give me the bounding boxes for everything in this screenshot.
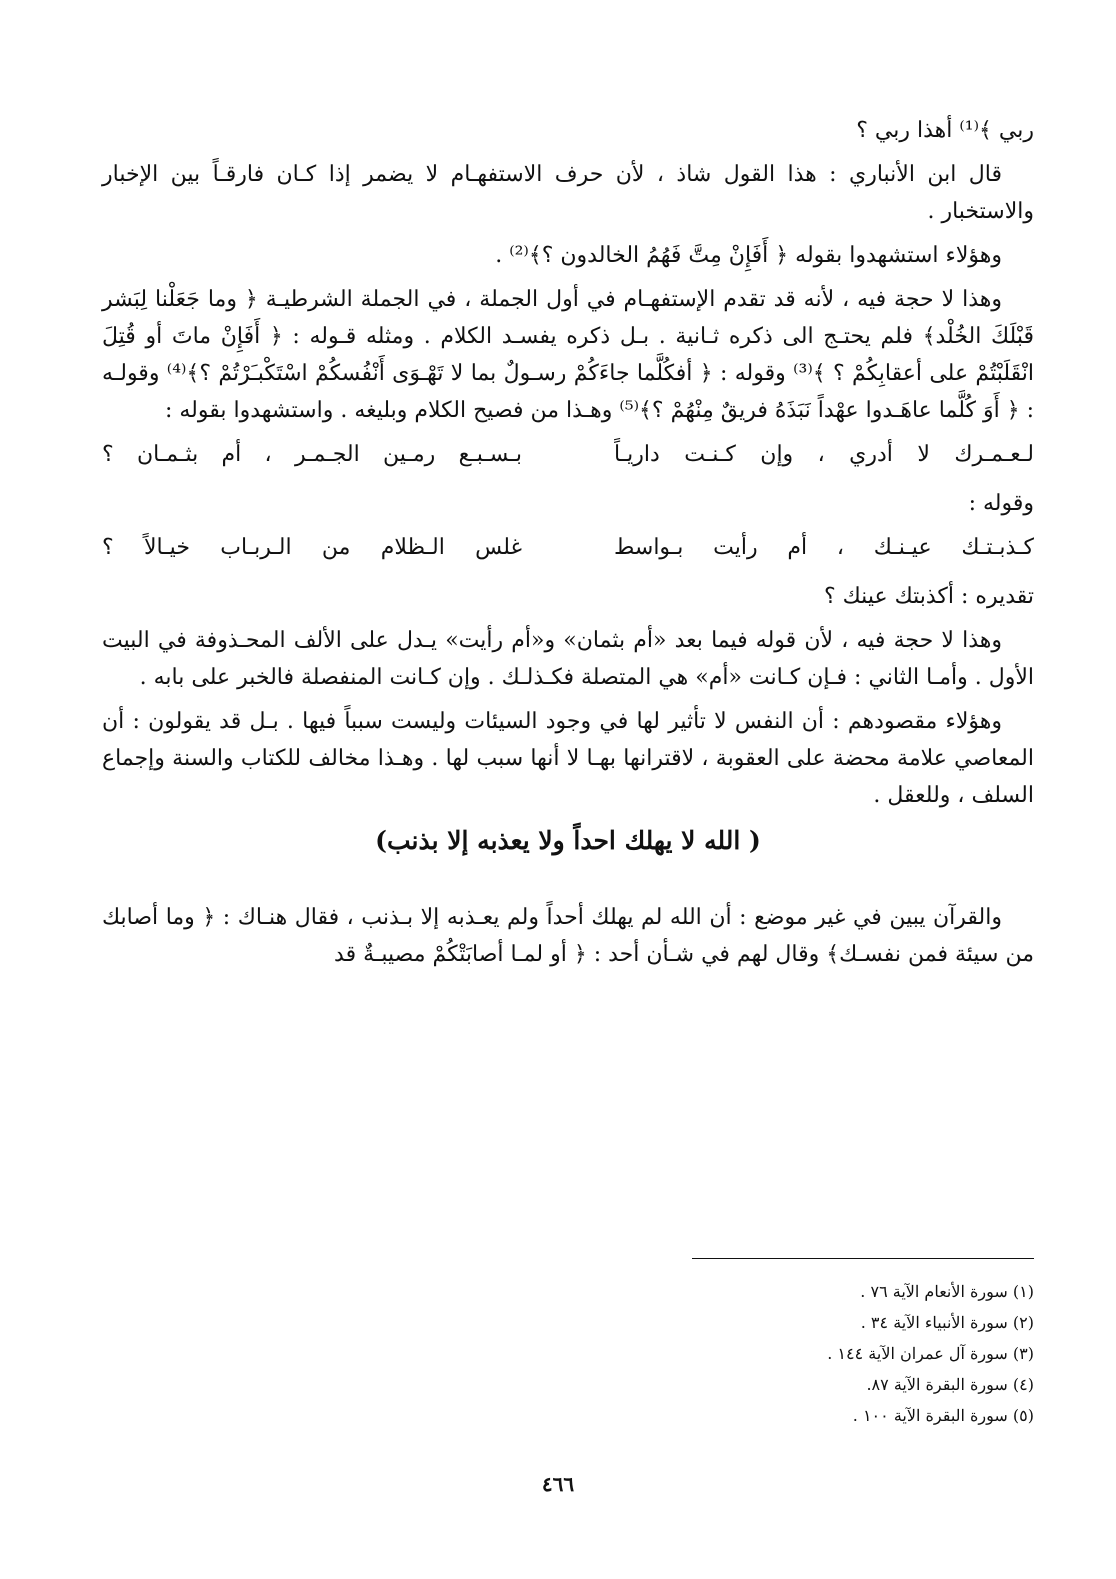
footnote-4: (٤) سورة البقرة الآية ٨٧. xyxy=(866,1375,1034,1394)
page-body xyxy=(102,112,1034,980)
page-number: ٤٦٦ xyxy=(541,1472,575,1496)
paragraph-quran-explains: والقرآن يبين في غير موضع : أن الله لم يهلك أحداً ولم يعـذبه إلا بـذنب ، فقال هنـاك : ﴿ وما أصابك من سيئة فمن نفسـك﴾ وقال لهم في شـأن أحد : ﴿ أو لمـا أصابَتْكُمْ مصيبـةٌ قد xyxy=(102,905,1034,967)
paragraph-evidence: وهؤلاء استشهدوا بقوله ﴿ أَفَإِنْ مِتَّ فَهُمُ الخالدون ؟﴾⁽²⁾ . xyxy=(495,243,1002,268)
verse-1-first-hemistich: لـعـمـرك لا أدري ، وإن كـنـت داريـاً xyxy=(614,442,1034,467)
poem-verse-1 xyxy=(102,436,1034,473)
verse-2-first-hemistich: كـذبـتـك عيـنـك ، أم رأيت بـواسط xyxy=(614,535,1034,560)
paragraph-ibn-al-anbari: قال ابن الأنباري : هذا القول شاذ ، لأن حرف الاستفهـام لا يضمر إذا كـان فارقـاً بين الإخبار والاستخبار . xyxy=(102,162,1034,224)
footnote-5: (٥) سورة البقرة الآية ١٠٠ . xyxy=(852,1406,1034,1425)
verse-2-second-hemistich: غلس الـظلام من الـربـاب خيـالاً ؟ xyxy=(102,535,522,560)
footnote-3: (٣) سورة آل عمران الآية ١٤٤ . xyxy=(827,1344,1034,1363)
paragraph-continuation: ربي ﴾⁽¹⁾ أهذا ربي ؟ xyxy=(856,118,1034,143)
footnote-divider xyxy=(692,1258,1034,1259)
footnote-2: (٢) سورة الأنبياء الآية ٣٤ . xyxy=(860,1313,1034,1332)
paragraph-their-intent: وهؤلاء مقصودهم : أن النفس لا تأثير لها في وجود السيئات وليست سبباً فيها . بـل قد يقولون : أن المعاصي علامة محضة على العقوبة ، لاقترانها بهـا لا أنها سبب لها . وهـذا مخالف للكتاب والسنة وإجماع السلف ، وللعقل . xyxy=(102,709,1034,808)
section-heading: ( الله لا يهلك احداً ولا يعذبه إلا بذنب) xyxy=(375,826,761,855)
poem-verse-2 xyxy=(102,529,1034,566)
footnote-1: (١) سورة الأنعام الآية ٧٦ . xyxy=(860,1282,1034,1301)
paragraph-estimation: تقديره : أكذبتك عينك ؟ xyxy=(823,584,1034,609)
verse-1-second-hemistich: بـسـبـع رمـين الجـمـر ، أم بثـمـان ؟ xyxy=(102,442,522,467)
paragraph-rebuttal: وهذا لا حجة فيه ، لأنه قد تقدم الإستفهـام في أول الجملة ، في الجملة الشرطيـة ﴿ وما جَعَلْنا لِبَشر قَبْلَكَ الخُلْد﴾ فلم يحتـج الى ذكره ثـانية . بـل ذكره يفسـد الكلام . ومثله قـوله : ﴿ أَفَإِنْ ماتَ أو قُتِلَ انْقَلَبْتُمْ على أعقابِكُمْ ؟ ﴾⁽³⁾ وقوله : ﴿ أفكُلَّما جاءَكُمْ رسـولٌ بما لا تَهْـوَى أَنْفُسكُمْ اسْتَكْبـَرْتُمْ ؟﴾⁽⁴⁾ وقولـه : ﴿ أَوَ كُلَّما عاهَـدوا عهْداً نَبَذَهُ فريقٌ مِنْهُمْ ؟﴾⁽⁵⁾ وهـذا من فصيح الكلام وبليغه . واستشهدوا بقوله : xyxy=(102,287,1034,423)
footnotes xyxy=(514,1276,1034,1431)
paragraph-no-argument: وهذا لا حجة فيه ، لأن قوله فيما بعد «أم بثمان» و«أم رأيت» يـدل على الألف المحـذوفة في البيت الأول . وأمـا الثاني : فـإن كـانت «أم» هي المتصلة فكـذلـك . وإن كـانت المنفصلة فالخبر على بابه . xyxy=(102,628,1034,690)
paragraph-and-his-saying: وقوله : xyxy=(968,491,1034,516)
